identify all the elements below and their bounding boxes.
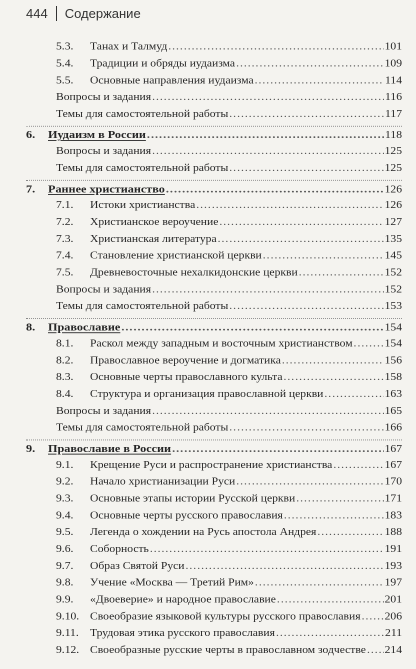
toc-entry[interactable] [0,338,416,350]
toc-entry-title: Православие в России [48,442,172,455]
toc-entry-page: 158 [384,371,402,383]
dot-leader [166,183,384,195]
dot-leader [282,354,384,366]
toc-entry[interactable] [0,300,416,312]
toc-entry-page: 156 [384,354,402,366]
dot-leader [152,145,384,157]
toc-entry-title: Темы для самостоятельной работы [56,421,229,434]
dot-leader [367,644,384,656]
dot-leader [152,284,384,296]
section-divider [26,126,402,128]
toc-entry-title: Христианское вероучение [90,216,219,228]
dot-leader [263,250,384,262]
toc-entry-title: Учение «Москва — Третий Рим» [90,576,254,589]
running-header [26,6,141,21]
toc-entry[interactable] [0,644,416,656]
toc-entry[interactable] [0,560,416,572]
dot-leader [229,422,383,434]
toc-entry-page: 170 [384,475,402,488]
toc-entry-number: 5.3. [56,40,74,53]
toc-entry-number: 5.5. [56,74,74,86]
toc-entry-number: 7.2. [56,216,74,228]
toc-entry-number: 8.1. [56,337,74,350]
toc-entry-number: 7. [26,182,36,195]
toc-entry[interactable] [0,577,416,589]
toc-entry-page: 154 [384,321,402,334]
toc-entry-title: Темы для самостоятельной работы [56,162,229,174]
toc-entry-title: Начало христианизации Руси [90,475,236,488]
toc-entry-page: 154 [384,337,402,350]
toc-entry-number: 9.1. [56,458,74,471]
toc-chapter-entry[interactable] [0,183,416,196]
toc-entry[interactable] [0,58,416,70]
toc-entry-page: 126 [384,183,402,195]
toc-entry-title: Образ Святой Руси [90,560,185,572]
toc-entry-title: Крещение Руси и распространение христианства [90,458,333,471]
toc-entry-title: Иудаизм в России [48,128,146,141]
toc-entry-number: 9.5. [56,526,74,538]
dot-leader [218,233,384,245]
toc-entry[interactable] [0,594,416,606]
dot-leader [255,577,384,589]
toc-entry-number: 8. [26,320,36,334]
toc-entry-number: 9.10. [56,610,80,623]
toc-entry-page: 152 [384,266,402,279]
toc-entry-title: Вопросы и задания [56,145,152,157]
toc-entry[interactable] [0,162,416,174]
toc-entry-number: 9.4. [56,509,74,522]
toc-entry-page: 109 [384,57,402,70]
toc-entry-page: 211 [385,627,402,639]
toc-chapter-entry[interactable] [0,128,416,141]
toc-entry-page: 191 [384,543,402,555]
toc-entry-number: 9.11. [56,627,79,639]
dot-leader [152,91,384,103]
toc-entry-title: Своеобразие языковой культуры русского православия [90,610,361,623]
toc-entry-number: 7.5. [56,266,74,279]
toc-entry[interactable] [0,543,416,555]
toc-entry-page: 145 [384,249,402,262]
toc-entry-number: 7.1. [56,199,74,211]
toc-entry[interactable] [0,526,416,538]
toc-entry-title: Танах и Талмуд [90,40,168,53]
toc-entry[interactable] [0,627,416,639]
dot-leader [317,526,383,538]
toc-entry-title: Вопросы и задания [56,91,152,103]
toc-entry-page: 152 [384,283,402,296]
dot-leader [229,162,383,174]
section-divider [26,180,402,182]
toc-entry[interactable] [0,510,416,522]
header-divider [56,6,57,21]
toc-entry-page: 183 [384,509,402,522]
toc-entry-title: Темы для самостоятельной работы [56,108,229,120]
toc-entry[interactable] [0,371,416,383]
dot-leader [196,199,383,211]
toc-entry-page: 135 [384,233,402,245]
toc-entry-title: Структура и организация православной церкви [90,388,324,400]
dot-leader [150,543,384,555]
toc-entry-page: 114 [385,74,402,86]
toc-entry[interactable] [0,41,416,53]
dot-leader [152,405,384,417]
toc-entry-page: 116 [385,91,402,103]
toc-entry[interactable] [0,74,416,86]
toc-entry-number: 9.9. [56,593,74,606]
toc-entry-page: 188 [384,526,402,538]
dot-leader [229,300,383,312]
toc-entry-title: Вопросы и задания [56,283,152,296]
dot-leader [324,388,383,400]
toc-entry-number: 9. [26,442,36,455]
toc-entry-title: Становление христианской церкви [90,249,262,262]
section-divider [26,318,402,320]
toc-entry-page: 125 [384,145,402,157]
toc-entry-number: 9.12. [56,644,80,656]
toc-entry[interactable] [0,422,416,434]
toc-entry-title: Истоки христианства [90,199,196,211]
toc-entry[interactable] [0,145,416,157]
toc-entry-title: Основные направления иудаизма [90,74,254,86]
toc-entry-title: Основные черты русского православия [90,509,283,522]
toc-entry[interactable] [0,199,416,211]
dot-leader [219,216,383,228]
toc-entry-title: Православие [48,320,121,334]
dot-leader [229,108,384,120]
toc-entry-number: 9.3. [56,492,74,505]
dot-leader [121,321,383,333]
toc-entry-page: 197 [384,576,402,589]
toc-entry[interactable] [0,216,416,228]
section-title: Содержание [64,6,141,21]
toc-entry[interactable] [0,459,416,471]
page-number: 444 [26,6,48,21]
toc-entry[interactable] [0,405,416,417]
toc-entry-page: 126 [384,199,402,211]
toc-chapter-entry[interactable] [0,442,416,455]
dot-leader [362,611,384,623]
toc-entry-page: 167 [384,458,402,471]
dot-leader [284,371,384,383]
dot-leader [147,128,384,140]
toc-entry[interactable] [0,493,416,505]
toc-entry-title: Православное вероучение и догматика [90,354,281,366]
toc-entry-number: 9.8. [56,576,74,589]
toc-entry-page: 125 [384,162,402,174]
toc-entry-page: 163 [384,388,402,400]
toc-entry-title: Своеобразные русские черты в православном зодчестве [90,644,366,656]
dot-leader [296,493,383,505]
toc-entry-number: 9.2. [56,475,74,488]
toc-chapter-entry[interactable] [0,321,416,334]
dot-leader [354,338,384,350]
toc-entry-number: 5.4. [56,57,74,70]
dot-leader [168,41,383,53]
toc-entry-page: 206 [384,610,402,623]
dot-leader [277,594,384,606]
dot-leader [236,58,384,70]
toc-entry[interactable] [0,108,416,120]
dot-leader [236,476,383,488]
toc-entry[interactable] [0,284,416,296]
dot-leader [276,627,384,639]
toc-entry-page: 127 [384,216,402,228]
toc-entry-title: Раннее христианство [48,182,165,195]
toc-entry-page: 165 [384,404,402,417]
toc-entry-number: 9.7. [56,560,74,572]
section-divider [26,440,402,442]
toc-entry-title: Легенда о хождении на Русь апостола Андрея [90,526,317,538]
toc-entry[interactable] [0,476,416,488]
toc-entry-number: 7.4. [56,249,74,262]
toc-entry-page: 166 [384,421,402,434]
toc-entry-page: 171 [384,492,402,505]
toc-entry-title: Основные черты православного культа [90,371,283,383]
dot-leader [172,442,384,454]
dot-leader [299,267,384,279]
dot-leader [284,510,384,522]
toc-entry-page: 193 [384,560,402,572]
dot-leader [255,74,384,86]
dot-leader [186,560,384,572]
toc-entry-page: 101 [384,40,402,53]
toc-entry-title: Традиции и обряды иудаизма [90,57,236,70]
toc-entry-number: 6. [26,128,36,141]
toc-entry-number: 8.4. [56,388,74,400]
toc-entry-page: 118 [385,129,402,141]
toc-entry[interactable] [0,250,416,262]
toc-entry-title: Трудовая этика русского православия [90,627,275,639]
dot-leader [333,459,383,471]
toc-entry-title: «Двоеверие» и народное православие [90,593,276,606]
toc-entry-page: 214 [384,644,402,656]
toc-entry[interactable] [0,267,416,279]
toc-entry-page: 167 [384,443,402,455]
toc-entry-title: Христианская литература [90,233,217,245]
toc-entry-page: 153 [384,300,402,312]
toc-entry-title: Соборность [90,543,149,555]
toc-entry[interactable] [0,354,416,366]
toc-entry-title: Основные этапы истории Русской церкви [90,492,296,505]
toc-entry-number: 7.3. [56,233,74,245]
toc-entry-page: 201 [384,593,402,606]
toc-entry-title: Вопросы и задания [56,404,152,417]
toc-entry-title: Темы для самостоятельной работы [56,300,229,312]
toc-entry-number: 8.3. [56,371,74,383]
toc-entry-page: 117 [385,108,402,120]
toc-entry[interactable] [0,611,416,623]
toc-entry-number: 9.6. [56,543,74,555]
toc-entry[interactable] [0,233,416,245]
toc-entry-title: Древневосточные нехалкидонские церкви [90,266,298,279]
toc-entry-title: Раскол между западным и восточным христианством [90,337,353,350]
toc-entry[interactable] [0,91,416,103]
toc-entry-number: 8.2. [56,354,74,366]
toc-entry[interactable] [0,388,416,400]
